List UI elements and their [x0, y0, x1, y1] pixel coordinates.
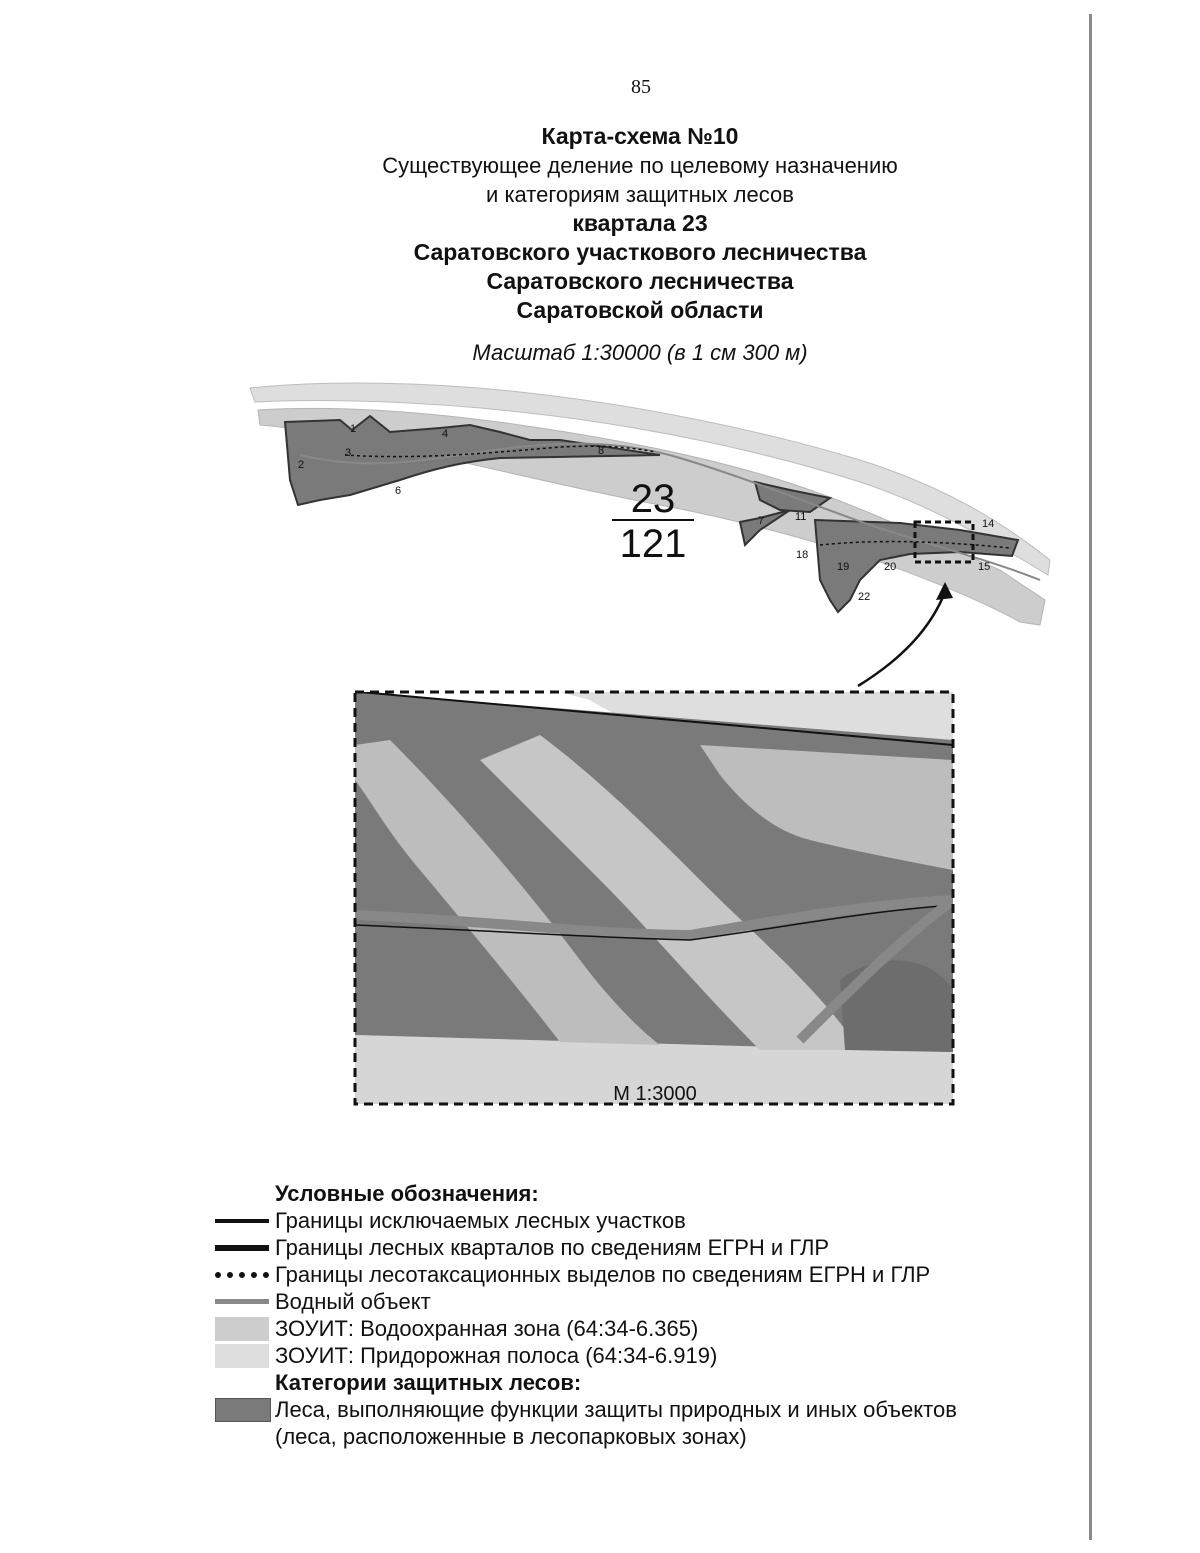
scale-caption: Масштаб 1:30000 (в 1 см 300 м)	[472, 340, 808, 365]
inset-scale-label: М 1:3000	[613, 1083, 697, 1105]
plot-label-1: 1	[350, 423, 357, 435]
title-line-5: Саратовского участкового лесничества	[413, 239, 867, 265]
plot-label-14: 14	[982, 518, 995, 530]
plot-label-2: 2	[298, 459, 305, 471]
dark-fill-icon	[215, 1398, 271, 1422]
inset-pointer-arrow	[858, 592, 945, 686]
light-fill-icon	[215, 1317, 269, 1341]
legend-item-water-object	[215, 1288, 1075, 1315]
title-line-6: Саратовского лесничества	[486, 268, 794, 294]
quarter-area: 121	[619, 522, 687, 566]
thick-black-line-icon	[215, 1245, 269, 1251]
legend-item-roadside-strip	[215, 1342, 1075, 1369]
legend-categories-heading: Категории защитных лесов:	[275, 1370, 582, 1395]
title-line-3: и категориям защитных лесов	[486, 182, 794, 207]
legend-label: ЗОУИТ: Придорожная полоса (64:34-6.919)	[275, 1343, 718, 1368]
legend-item-quarter-boundary	[215, 1234, 1075, 1261]
plot-label-18: 18	[796, 549, 809, 561]
title-line-2: Существующее деление по целевому назначению	[382, 153, 898, 178]
legend-label: Границы лесных кварталов по сведениям ЕГРН и ГЛР	[275, 1235, 830, 1260]
inset-map	[355, 692, 953, 1104]
plot-label-19: 19	[837, 561, 850, 573]
plot-label-3: 3	[345, 447, 352, 459]
plot-label-15: 15	[978, 561, 991, 573]
legend-label: ЗОУИТ: Водоохранная зона (64:34-6.365)	[275, 1316, 699, 1341]
legend-label: Границы исключаемых лесных участков	[275, 1208, 686, 1233]
legend-label: Леса, выполняющие функции защиты природных и иных объектов (леса, расположенные в лесопарковых зонах)	[275, 1397, 957, 1449]
plot-label-20: 20	[884, 561, 897, 573]
plot-label-4: 4	[442, 428, 449, 440]
thin-black-line-icon	[215, 1219, 269, 1223]
lighter-fill-icon	[215, 1344, 269, 1368]
legend-item-excluded-boundary	[215, 1207, 1075, 1234]
title-line-1: Карта-схема №10	[541, 123, 739, 149]
plot-label-7: 7	[758, 515, 765, 527]
quarter-number: 23	[630, 477, 676, 521]
legend-item-plot-boundary	[215, 1261, 1075, 1288]
legend-item-forest-protection	[215, 1396, 1075, 1450]
title-line-7: Саратовской области	[516, 297, 764, 323]
dotted-line-icon	[215, 1272, 269, 1278]
legend-label: Границы лесотаксационных выделов по сведениям ЕГРН и ГЛР	[275, 1262, 931, 1287]
plot-label-8: 8	[598, 445, 605, 457]
plot-label-22: 22	[858, 591, 871, 603]
inset-dark-blob	[840, 960, 953, 1052]
gray-line-icon	[215, 1299, 269, 1304]
legend-item-water-protection-zone	[215, 1315, 1075, 1342]
title-line-4: квартала 23	[572, 210, 708, 236]
page-number: 85	[631, 76, 651, 98]
legend-label: Водный объект	[275, 1289, 431, 1314]
plot-label-11: 11	[795, 511, 807, 523]
legend	[215, 1180, 1075, 1450]
plot-label-6: 6	[395, 485, 402, 497]
legend-heading: Условные обозначения:	[275, 1181, 539, 1206]
